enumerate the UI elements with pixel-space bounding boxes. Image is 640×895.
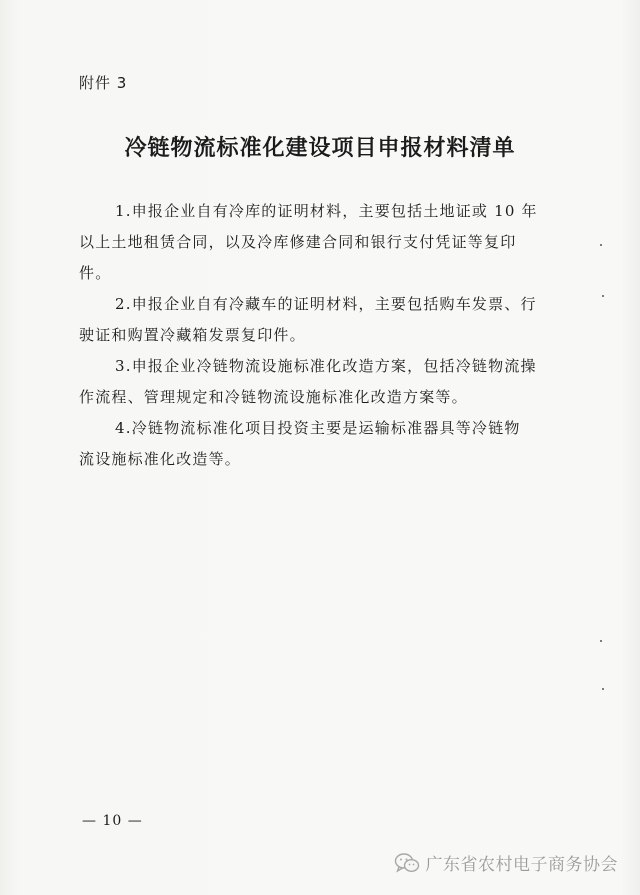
list-item (79, 413, 569, 475)
wechat-icon (394, 852, 420, 874)
paragraph-line: 2.申报企业自有冷藏车的证明材料，主要包括购车发票、行 (115, 295, 537, 313)
paragraph-line: 件。 (79, 264, 112, 282)
document-body (79, 196, 569, 475)
paragraph-line: 流设施标准化改造等。 (79, 450, 242, 468)
watermark-text: 广东省农村电子商务协会 (425, 855, 618, 875)
paragraph-line: 作流程、管理规定和冷链物流设施标准化改造方案等。 (79, 388, 468, 406)
scan-speck (602, 295, 604, 297)
page-number: — 10 — (82, 813, 143, 829)
scan-speck (600, 640, 602, 642)
paragraph-line: 驶证和购置冷藏箱发票复印件。 (79, 326, 306, 344)
list-item (79, 289, 569, 351)
page-title: 冷链物流标准化建设项目申报材料清单 (124, 135, 516, 161)
paragraph-line: 1.申报企业自有冷库的证明材料，主要包括土地证或 10 年 (115, 202, 538, 220)
watermark (394, 850, 619, 875)
attachment-label: 附件 3 (79, 74, 128, 92)
paragraph-line: 4.冷链物流标准化项目投资主要是运输标准器具等冷链物 (115, 419, 521, 437)
scan-speck (602, 688, 604, 690)
paragraph-line: 3.申报企业冷链物流设施标准化改造方案，包括冷链物流操 (115, 357, 537, 375)
list-item (79, 196, 569, 289)
scan-speck (600, 244, 602, 246)
list-item (79, 351, 569, 413)
paragraph-line: 以上土地租赁合同，以及冷库修建合同和银行支付凭证等复印 (79, 233, 517, 251)
